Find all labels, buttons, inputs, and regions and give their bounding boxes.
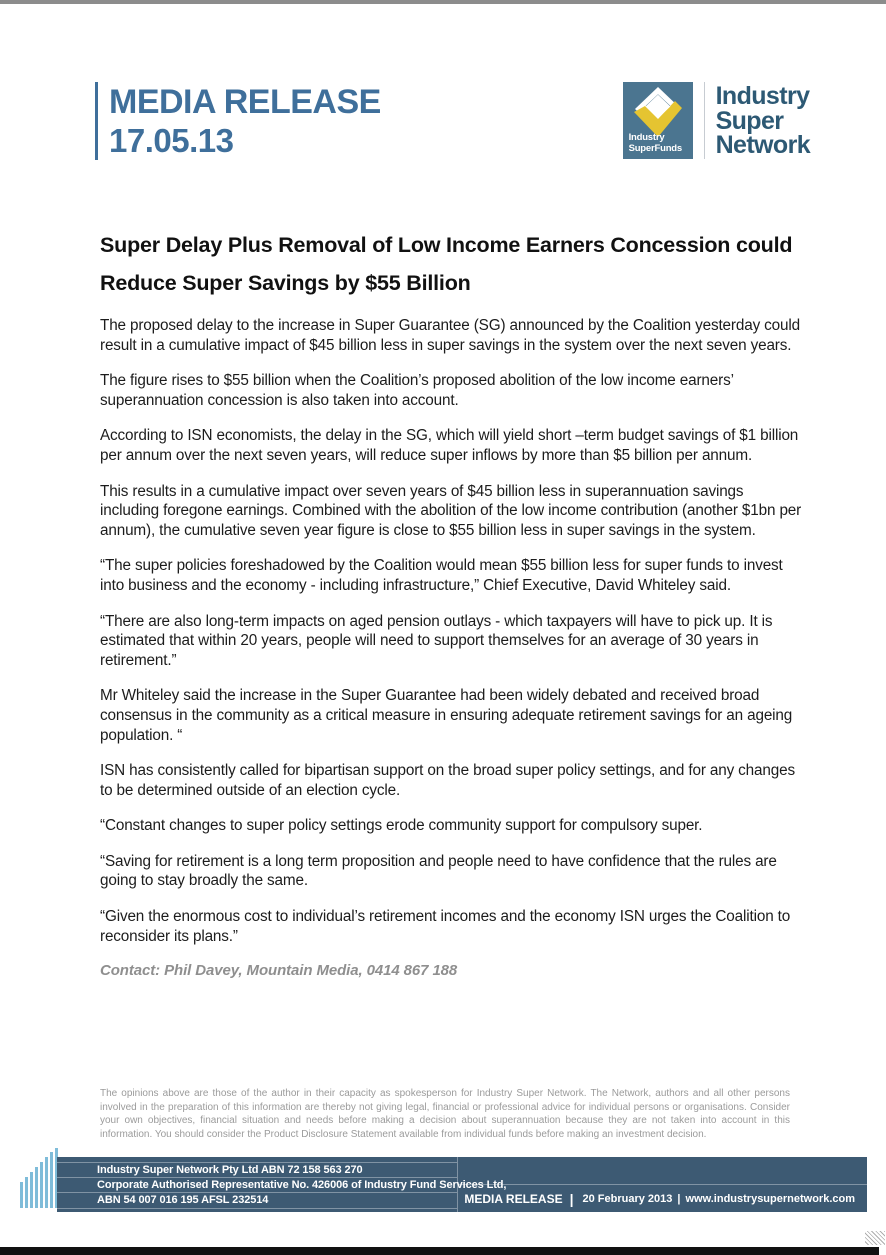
- logo-line-2: Super: [715, 106, 784, 135]
- release-date: 17.05.13: [109, 122, 234, 159]
- footer-separator: |: [569, 1190, 574, 1207]
- industry-superfunds-badge: [623, 82, 693, 159]
- footer-right-spacer: [458, 1157, 867, 1185]
- body-paragraph: ISN has consistently called for bipartisan support on the broad super policy settings, and for any changes to be determined outside of an election cycle.: [100, 762, 795, 799]
- body-paragraph: “Constant changes to super policy settings erode community support for compulsory super.: [100, 817, 703, 835]
- industry-super-network-logo: [623, 82, 810, 159]
- badge-line-1: Industry: [628, 132, 665, 143]
- footer-release-label: MEDIA RELEASE: [464, 1191, 563, 1206]
- logo-line-1: Industry: [715, 82, 810, 110]
- badge-wordmark: [629, 133, 682, 154]
- headline: Super Delay Plus Removal of Low Income Earners Concession could Reduce Super Savings by $55 Billion: [100, 233, 793, 295]
- footer-bar: [57, 1157, 867, 1212]
- article-body: [100, 226, 806, 979]
- logo-wordmark: [716, 82, 810, 159]
- badge-line-2: SuperFunds: [628, 142, 682, 154]
- page-title: MEDIA RELEASE: [109, 83, 381, 121]
- bottom-black-bar: [0, 1247, 879, 1255]
- footer-company-line: Corporate Authorised Representative No. 426006 of Industry Fund Services Ltd,: [57, 1178, 457, 1194]
- body-paragraph: “There are also long-term impacts on aged pension outlays - which taxpayers will have to pick up. It is estimated that within 20 years, people will need to support themselves for an average of 30 years in retirement.”: [100, 612, 773, 669]
- disclaimer-text: The opinions above are those of the author in their capacity as spokesperson for Industry Super Network. The Network, authors and all other persons involved in the preparation of this information are thereby not giving legal, financial or professional advice for individual persons or organisations. Consider your own objectives, financial situation and needs before making a decision about superannuation because they are not taken into account in this information. You should consider the Product Disclosure Statement available from individual funds before making an investment decision.: [100, 1088, 790, 1140]
- logo-divider: [704, 82, 705, 159]
- footer-website: www.industrysupernetwork.com: [685, 1192, 855, 1205]
- body-paragraph: This results in a cumulative impact over seven years of $45 billion less in superannuation savings including foregone earnings. Combined with the abolition of the low income contribution (another $1bn per annum), the cumulative seven year figure is close to $55 billion less in super savings in the system.: [100, 482, 802, 539]
- contact-line: Contact: Phil Davey, Mountain Media, 0414 867 188: [100, 962, 458, 980]
- body-paragraph: The figure rises to $55 billion when the Coalition’s proposed abolition of the low income earners’ superannuation concession is also taken into account.: [100, 372, 734, 409]
- footer-company-info: [57, 1157, 507, 1212]
- body-paragraph: Mr Whiteley said the increase in the Super Guarantee had been widely debated and received broad consensus in the community as a critical measure in ensuring adequate retirement savings for an ageing population. “: [100, 687, 793, 744]
- footer-release-info: [457, 1157, 867, 1212]
- footer-company-line: ABN 54 007 016 195 AFSL 232514: [57, 1193, 457, 1209]
- title-accent-rule: [95, 82, 98, 160]
- ascending-bars-graphic: [20, 1148, 58, 1208]
- footer-separator-2: |: [677, 1192, 681, 1205]
- page-header: [95, 82, 810, 160]
- title-block: [95, 82, 381, 160]
- body-paragraph: The proposed delay to the increase in Super Guarantee (SG) announced by the Coalition yesterday could result in a cumulative impact of $45 billion less in super savings in the system over the next seven years.: [100, 317, 800, 354]
- paragraph-list: [100, 316, 806, 946]
- body-paragraph: “Given the enormous cost to individual’s retirement incomes and the economy ISN urges the Coalition to reconsider its plans.”: [100, 908, 791, 945]
- logo-line-3: Network: [715, 131, 810, 159]
- footer-date: 20 February 2013: [582, 1192, 673, 1205]
- top-divider-rule: [0, 0, 886, 4]
- corner-hatch-marks: [865, 1231, 885, 1245]
- body-paragraph: “Saving for retirement is a long term proposition and people need to have confidence that the rules are going to stay broadly the same.: [100, 852, 777, 890]
- footer-company-line: Industry Super Network Pty Ltd ABN 72 158 563 270: [57, 1162, 457, 1178]
- body-paragraph: According to ISN economists, the delay in the SG, which will yield short –term budget savings of $1 billion per annum over the next seven years, will reduce super inflows by more than $5 billion per annum.: [100, 427, 799, 464]
- body-paragraph: “The super policies foreshadowed by the Coalition would mean $55 billion less for super funds to invest into business and the economy - including infrastructure,” Chief Executive, David Whiteley said.: [100, 557, 783, 594]
